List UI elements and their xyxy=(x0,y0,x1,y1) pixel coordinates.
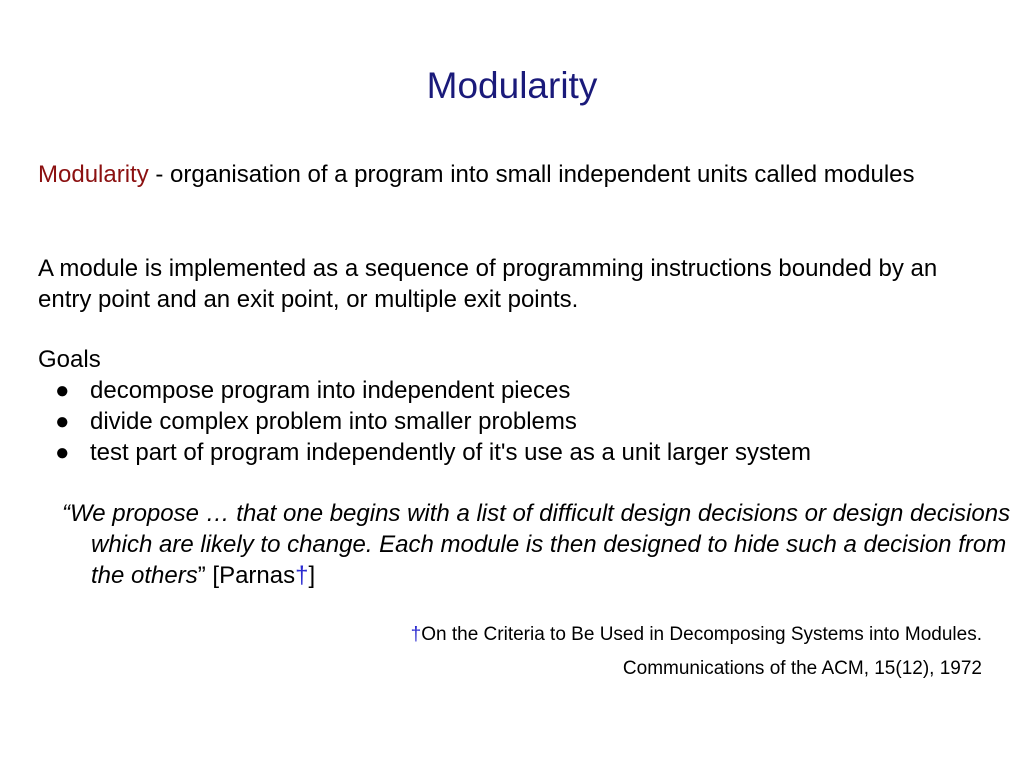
definition-text: - organisation of a program into small independent units called modules xyxy=(148,161,915,188)
goal-item xyxy=(38,406,988,437)
bullet-icon: ● xyxy=(55,439,70,466)
quote-end: ] xyxy=(308,562,316,589)
goals-section xyxy=(38,344,988,468)
goal-text: divide complex problem into smaller problems xyxy=(90,408,577,435)
slide-title: Modularity xyxy=(426,65,598,106)
dagger-icon: † xyxy=(295,562,309,589)
dagger-icon: † xyxy=(410,624,422,645)
goal-text: decompose program into independent pieces xyxy=(90,377,571,404)
reference-line-1 xyxy=(411,618,982,652)
reference-line-2: Communications of the ACM, 15(12), 1972 xyxy=(622,658,982,679)
bullet-icon: ● xyxy=(55,377,70,404)
goal-item xyxy=(38,375,988,406)
definition-term: Modularity xyxy=(38,161,149,188)
goal-text: test part of program independently of it's use as a unit larger system xyxy=(90,439,811,466)
reference-footnote xyxy=(411,618,982,686)
goal-item xyxy=(38,437,988,468)
module-description: A module is implemented as a sequence of programming instructions bounded by an entry point and an exit point, or multiple exit points. xyxy=(38,255,938,313)
reference-title: On the Criteria to Be Used in Decomposing Systems into Modules. xyxy=(421,624,982,645)
goals-heading: Goals xyxy=(38,346,101,373)
quote-attribution: ” [Parnas xyxy=(197,562,296,589)
goals-list xyxy=(38,375,988,468)
quote-text: “We propose … that one begins with a list of difficult design decisions or design decisions which are likely to change. Each module is then designed to hide such a decision from the others xyxy=(62,500,1011,589)
parnas-quote xyxy=(62,498,1011,591)
modularity-definition xyxy=(38,159,988,190)
bullet-icon: ● xyxy=(55,408,70,435)
